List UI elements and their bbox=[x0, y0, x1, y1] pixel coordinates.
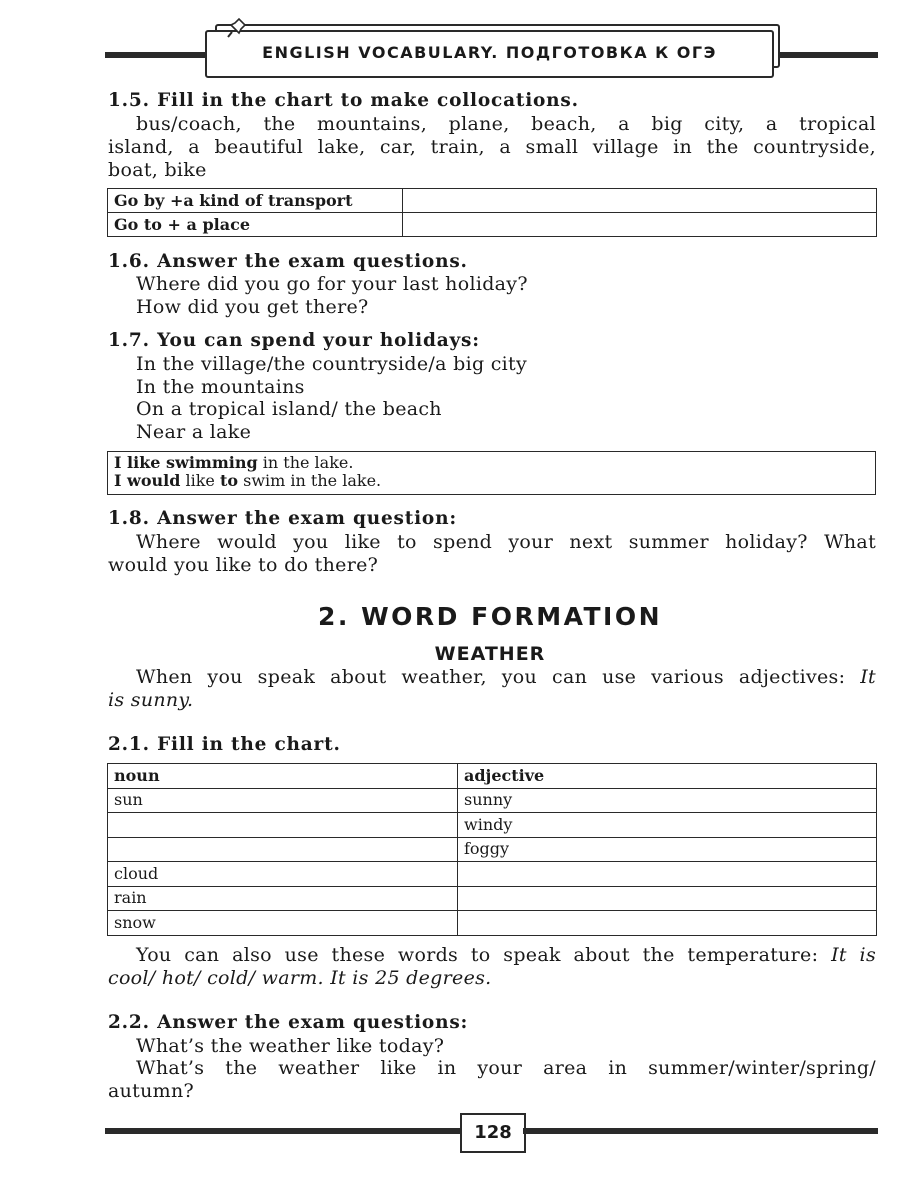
column-header-noun: noun bbox=[108, 764, 458, 789]
table-row bbox=[108, 886, 877, 911]
table-row bbox=[108, 788, 877, 813]
table-cell: Go by +a kind of transport bbox=[108, 189, 403, 213]
ex-1-8-line-2: would you like to do there? bbox=[108, 554, 379, 576]
page-number: 128 bbox=[460, 1113, 526, 1153]
noun-cell bbox=[108, 813, 458, 838]
ex-2-1-heading: 2.1. Fill in the chart. bbox=[108, 734, 341, 755]
footer-rule-right bbox=[523, 1128, 878, 1134]
ex-2-2-heading: 2.2. Answer the exam questions: bbox=[108, 1012, 469, 1033]
note-text: like bbox=[180, 471, 220, 490]
ex-1-5-line-3: boat, bike bbox=[108, 159, 207, 181]
ex-2-2-question-2: What’s the weather like in your area in summer/winter/spring/ bbox=[136, 1057, 876, 1079]
table-cell: Go to + a place bbox=[108, 213, 403, 237]
header-rule-left bbox=[105, 52, 205, 58]
header-title: ENGLISH VOCABULARY. ПОДГОТОВКА К ОГЭ bbox=[262, 43, 717, 62]
table-row bbox=[108, 862, 877, 887]
intro-italic: is sunny. bbox=[108, 689, 194, 711]
table-row bbox=[108, 813, 877, 838]
table-row bbox=[108, 213, 877, 237]
list-item: In the mountains bbox=[136, 376, 305, 398]
ex-1-6-heading: 1.6. Answer the exam questions. bbox=[108, 251, 468, 272]
noun-cell: sun bbox=[108, 788, 458, 813]
adjective-cell: sunny bbox=[458, 788, 877, 813]
header-rule-right bbox=[780, 52, 878, 58]
temperature-line-1 bbox=[136, 944, 876, 967]
ex-1-5-line-2: island, a beautiful lake, car, train, a small village in the countryside, bbox=[108, 136, 876, 158]
section-title: 2. WORD FORMATION bbox=[317, 602, 663, 631]
ex-1-7-heading: 1.7. You can spend your holidays: bbox=[108, 330, 480, 351]
note-text: in the lake. bbox=[257, 453, 354, 472]
note-bold: I would bbox=[114, 471, 181, 490]
ex-1-5-heading: 1.5. Fill in the chart to make collocations. bbox=[108, 90, 579, 111]
collocations-table bbox=[107, 188, 877, 237]
table-cell-empty bbox=[403, 213, 877, 237]
temperature-text: You can also use these words to speak about the temperature: bbox=[136, 944, 832, 966]
adjective-cell: windy bbox=[458, 813, 877, 838]
note-line-2 bbox=[114, 472, 869, 490]
temperature-italic: cool/ hot/ cold/ warm. It is 25 degrees. bbox=[108, 967, 492, 989]
adjective-cell bbox=[458, 862, 877, 887]
ex-1-8-line-1: Where would you like to spend your next summer holiday? What bbox=[136, 531, 876, 553]
word-formation-table bbox=[107, 763, 877, 936]
list-item: On a tropical island/ the beach bbox=[136, 398, 442, 420]
adjective-cell bbox=[458, 911, 877, 936]
pushpin-icon bbox=[226, 16, 248, 38]
noun-cell: rain bbox=[108, 886, 458, 911]
noun-cell bbox=[108, 837, 458, 862]
column-header-adjective: adjective bbox=[458, 764, 877, 789]
adjective-cell: foggy bbox=[458, 837, 877, 862]
ex-2-2-question-2-cont: autumn? bbox=[108, 1080, 194, 1102]
table-row bbox=[108, 189, 877, 213]
adjective-cell bbox=[458, 886, 877, 911]
temperature-italic: It is bbox=[831, 944, 876, 966]
ex-1-5-line-1: bus/coach, the mountains, plane, beach, a big city, a tropical bbox=[136, 113, 876, 135]
ex-1-6-question-2: How did you get there? bbox=[136, 296, 369, 318]
intro-text: When you speak about weather, you can use various adjectives: bbox=[136, 666, 861, 688]
list-item: Near a lake bbox=[136, 421, 252, 443]
table-cell-empty bbox=[403, 189, 877, 213]
header-banner bbox=[205, 30, 774, 78]
intro-italic: It bbox=[860, 666, 876, 688]
ex-1-6-question-1: Where did you go for your last holiday? bbox=[136, 273, 528, 295]
ex-1-8-heading: 1.8. Answer the exam question: bbox=[108, 508, 457, 529]
note-text: swim in the lake. bbox=[238, 471, 382, 490]
section-subtitle: WEATHER bbox=[434, 643, 546, 665]
section-intro-line-1 bbox=[136, 666, 876, 689]
table-row bbox=[108, 911, 877, 936]
noun-cell: snow bbox=[108, 911, 458, 936]
section-intro-line-2 bbox=[108, 689, 876, 712]
grammar-note-box bbox=[107, 451, 876, 495]
table-header-row bbox=[108, 764, 877, 789]
note-bold: to bbox=[219, 471, 239, 490]
list-item: In the village/the countryside/a big city bbox=[136, 353, 528, 375]
noun-cell: cloud bbox=[108, 862, 458, 887]
footer-rule-left bbox=[105, 1128, 460, 1134]
table-row bbox=[108, 837, 877, 862]
temperature-line-2 bbox=[108, 967, 876, 990]
ex-2-2-question-1: What’s the weather like today? bbox=[136, 1035, 445, 1057]
note-line-1 bbox=[114, 454, 869, 472]
note-bold: I like swimming bbox=[114, 453, 258, 472]
